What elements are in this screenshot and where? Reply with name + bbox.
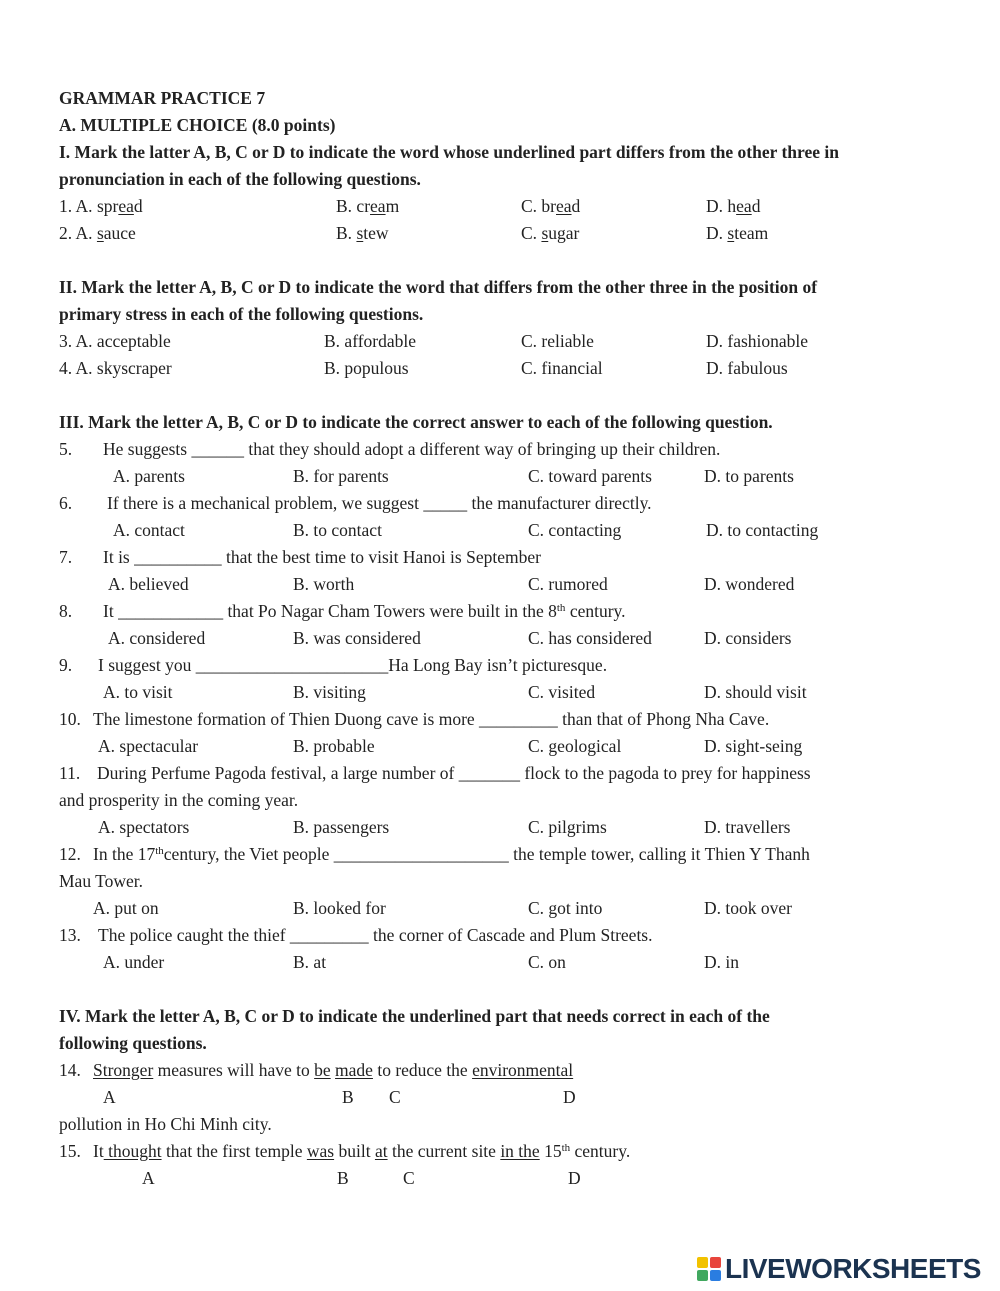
- question-14-number: 14.: [59, 1060, 81, 1080]
- question-12-text: In the 17thcentury, the Viet people ____________________ the temple tower, calling it Thien Y Thanh: [93, 844, 810, 864]
- q15-letter-b: B: [337, 1168, 349, 1188]
- q5-option-c[interactable]: C. toward parents: [528, 466, 652, 486]
- option-a[interactable]: 2. A. sauce: [59, 223, 136, 243]
- question-12-text-cont: Mau Tower.: [59, 871, 143, 891]
- section-3-heading: III. Mark the letter A, B, C or D to indicate the correct answer to each of the following question.: [59, 412, 773, 432]
- q10-option-c[interactable]: C. geological: [528, 736, 622, 756]
- q7-option-a[interactable]: A. believed: [108, 574, 189, 594]
- q14-letter-d: D: [563, 1087, 576, 1107]
- question-5-text: He suggests ______ that they should adopt a different way of bringing up their children.: [103, 439, 721, 459]
- q14-letter-c: C: [389, 1087, 401, 1107]
- question-5-number: 5.: [59, 439, 73, 459]
- logo-square: [710, 1257, 721, 1268]
- q7-option-c[interactable]: C. rumored: [528, 574, 608, 594]
- part-a-heading: A. MULTIPLE CHOICE (8.0 points): [59, 115, 336, 135]
- q14-underlined-c[interactable]: made: [335, 1060, 373, 1080]
- section-4-heading-cont: following questions.: [59, 1033, 207, 1053]
- option-a[interactable]: 1. A. spread: [59, 196, 143, 216]
- question-8-number: 8.: [59, 601, 73, 621]
- q15-underlined-b[interactable]: was: [306, 1141, 335, 1161]
- logo-square: [697, 1270, 708, 1281]
- q5-option-d[interactable]: D. to parents: [704, 466, 794, 486]
- option-b[interactable]: B. populous: [324, 358, 409, 378]
- q6-option-c[interactable]: C. contacting: [528, 520, 622, 540]
- liveworksheets-logo[interactable]: [697, 1254, 981, 1284]
- q12-option-d[interactable]: D. took over: [704, 898, 792, 918]
- q15-underlined-c[interactable]: at: [374, 1141, 388, 1161]
- logo-square: [697, 1257, 708, 1268]
- q13-option-d[interactable]: D. in: [704, 952, 739, 972]
- question-6-text: If there is a mechanical problem, we suggest _____ the manufacturer directly.: [107, 493, 652, 513]
- question-6-number: 6.: [59, 493, 73, 513]
- question-15-text: It thought that the first temple was built at the current site in the 15th century.: [93, 1141, 631, 1161]
- question-7-text: It is __________ that the best time to visit Hanoi is September: [103, 547, 541, 567]
- logo-text: LIVEWORKSHEETS: [725, 1253, 981, 1284]
- section-1-heading: I. Mark the latter A, B, C or D to indicate the word whose underlined part differs from the other three in: [59, 142, 839, 162]
- question-8-text: It ____________ that Po Nagar Cham Towers were built in the 8th century.: [103, 601, 626, 621]
- question-14-text-cont: pollution in Ho Chi Minh city.: [59, 1114, 272, 1134]
- q10-option-b[interactable]: B. probable: [293, 736, 375, 756]
- q8-option-b[interactable]: B. was considered: [293, 628, 421, 648]
- q8-option-a[interactable]: A. considered: [108, 628, 206, 648]
- q11-option-b[interactable]: B. passengers: [293, 817, 390, 837]
- q9-option-a[interactable]: A. to visit: [103, 682, 173, 702]
- question-13-number: 13.: [59, 925, 81, 945]
- section-4-heading: IV. Mark the letter A, B, C or D to indicate the underlined part that needs correct in each of the: [59, 1006, 770, 1026]
- q14-underlined-a[interactable]: Stronger: [93, 1060, 154, 1080]
- q11-option-c[interactable]: C. pilgrims: [528, 817, 607, 837]
- option-c[interactable]: C. financial: [521, 358, 603, 378]
- option-a[interactable]: 3. A. acceptable: [59, 331, 171, 351]
- option-c[interactable]: C. sugar: [521, 223, 580, 243]
- option-d[interactable]: D. steam: [706, 223, 769, 243]
- q7-option-b[interactable]: B. worth: [293, 574, 355, 594]
- liveworksheets-logo-icon: [697, 1257, 721, 1281]
- option-c[interactable]: C. reliable: [521, 331, 594, 351]
- q15-underlined-d[interactable]: in the: [500, 1141, 540, 1161]
- q15-letter-d: D: [568, 1168, 581, 1188]
- q15-letter-c: C: [403, 1168, 415, 1188]
- q9-option-b[interactable]: B. visiting: [293, 682, 366, 702]
- question-11-text-cont: and prosperity in the coming year.: [59, 790, 299, 810]
- q6-option-b[interactable]: B. to contact: [293, 520, 382, 540]
- section-2-heading: II. Mark the letter A, B, C or D to indicate the word that differs from the other three in the position of: [59, 277, 818, 297]
- q12-option-c[interactable]: C. got into: [528, 898, 603, 918]
- option-b[interactable]: B. affordable: [324, 331, 417, 351]
- q9-option-c[interactable]: C. visited: [528, 682, 596, 702]
- q8-option-d[interactable]: D. considers: [704, 628, 792, 648]
- question-7-number: 7.: [59, 547, 73, 567]
- question-11-text: During Perfume Pagoda festival, a large number of _______ flock to the pagoda to prey for happiness: [97, 763, 811, 783]
- q13-option-c[interactable]: C. on: [528, 952, 566, 972]
- section-2-heading-cont: primary stress in each of the following questions.: [59, 304, 424, 324]
- q12-option-a[interactable]: A. put on: [93, 898, 159, 918]
- worksheet-title: GRAMMAR PRACTICE 7: [59, 88, 266, 108]
- q9-option-d[interactable]: D. should visit: [704, 682, 807, 702]
- option-c[interactable]: C. bread: [521, 196, 581, 216]
- question-11-number: 11.: [59, 763, 81, 783]
- question-10-text: The limestone formation of Thien Duong cave is more _________ than that of Phong Nha Cave.: [93, 709, 770, 729]
- q7-option-d[interactable]: D. wondered: [704, 574, 795, 594]
- question-9-text: I suggest you ______________________Ha Long Bay isn’t picturesque.: [98, 655, 608, 675]
- question-10-number: 10.: [59, 709, 81, 729]
- option-b[interactable]: B. stew: [336, 223, 389, 243]
- q8-option-c[interactable]: C. has considered: [528, 628, 652, 648]
- option-d[interactable]: D. fabulous: [706, 358, 788, 378]
- q11-option-d[interactable]: D. travellers: [704, 817, 791, 837]
- q10-option-d[interactable]: D. sight-seing: [704, 736, 803, 756]
- option-d[interactable]: D. head: [706, 196, 761, 216]
- q6-option-d[interactable]: D. to contacting: [706, 520, 819, 540]
- q12-option-b[interactable]: B. looked for: [293, 898, 386, 918]
- q13-option-b[interactable]: B. at: [293, 952, 327, 972]
- section-1-heading-cont: pronunciation in each of the following questions.: [59, 169, 421, 189]
- q14-underlined-d[interactable]: environmental: [472, 1060, 574, 1080]
- option-b[interactable]: B. cream: [336, 196, 400, 216]
- q5-option-b[interactable]: B. for parents: [293, 466, 389, 486]
- q15-letter-a: A: [142, 1168, 155, 1188]
- q13-option-a[interactable]: A. under: [103, 952, 165, 972]
- q14-letter-b: B: [342, 1087, 354, 1107]
- q5-option-a[interactable]: A. parents: [113, 466, 185, 486]
- option-a[interactable]: 4. A. skyscraper: [59, 358, 172, 378]
- q11-option-a[interactable]: A. spectators: [98, 817, 190, 837]
- question-15-number: 15.: [59, 1141, 81, 1161]
- q6-option-a[interactable]: A. contact: [113, 520, 185, 540]
- q15-underlined-a[interactable]: thought: [103, 1141, 162, 1161]
- question-13-text: The police caught the thief _________ the corner of Cascade and Plum Streets.: [98, 925, 653, 945]
- question-14-text: Stronger measures will have to be made to reduce the environmental: [93, 1060, 574, 1080]
- question-12-number: 12.: [59, 844, 81, 864]
- option-d[interactable]: D. fashionable: [706, 331, 809, 351]
- logo-square: [710, 1270, 721, 1281]
- question-9-number: 9.: [59, 655, 73, 675]
- q10-option-a[interactable]: A. spectacular: [98, 736, 199, 756]
- q14-underlined-b[interactable]: be: [314, 1060, 331, 1080]
- q14-letter-a: A: [103, 1087, 116, 1107]
